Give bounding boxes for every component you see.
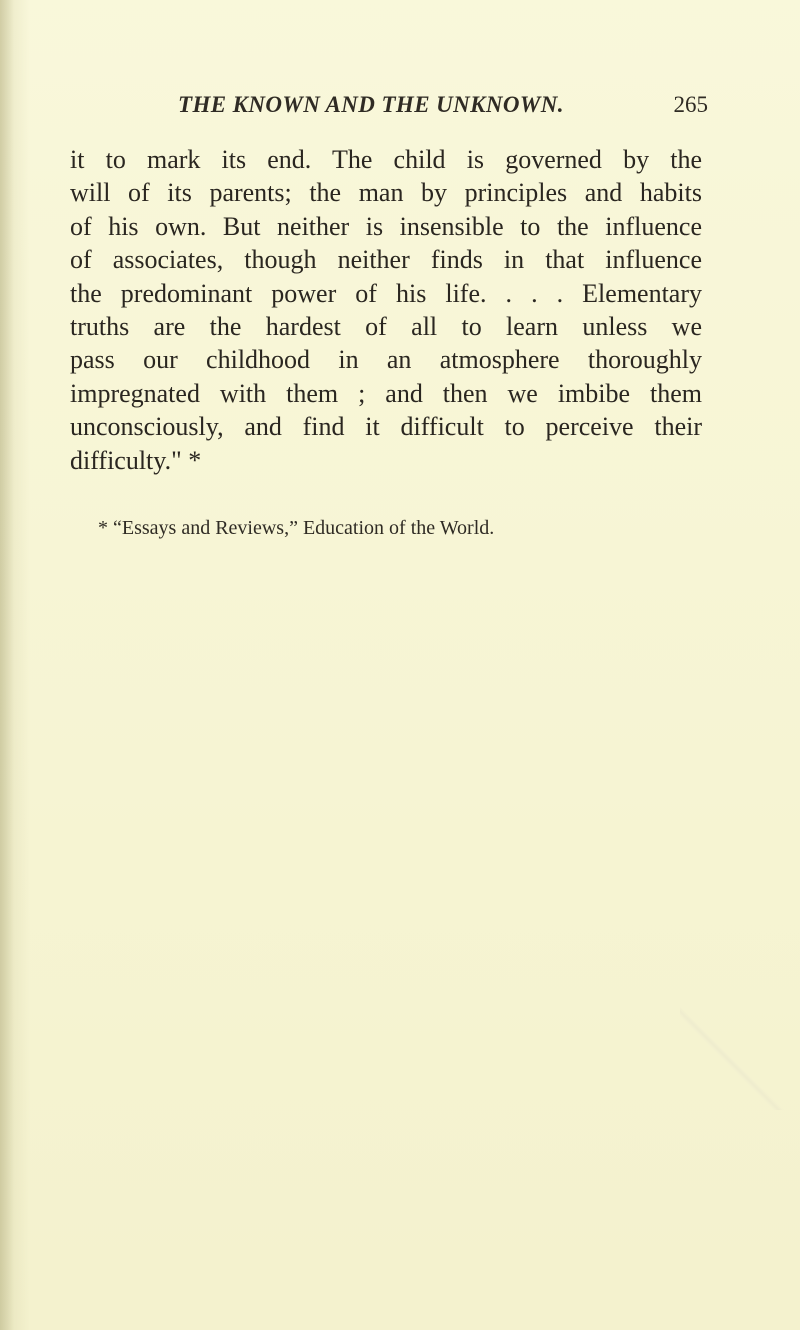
page-gutter-shadow: [0, 0, 14, 1330]
text-line: impregnated with them ; and then we imbibe them: [70, 378, 702, 408]
footnote: * “Essays and Reviews,” Education of the World.: [98, 517, 495, 539]
paper-crease: [680, 970, 800, 1110]
text-line: difficulty." *: [70, 445, 202, 475]
text-line: pass our childhood in an atmosphere thoroughly: [70, 345, 702, 375]
body-paragraph: [70, 143, 702, 477]
text-line: of his own. But neither is insensible to the influence: [70, 211, 702, 241]
page-number: 265: [673, 92, 708, 117]
text-line: unconsciously, and find it difficult to perceive their: [70, 412, 702, 442]
running-head: [178, 92, 708, 126]
text-line: will of its parents; the man by principles and habits: [70, 178, 702, 208]
text-line: truths are the hardest of all to learn unless we: [70, 311, 702, 341]
text-line: of associates, though neither finds in that influence: [70, 245, 702, 275]
running-title: THE KNOWN AND THE UNKNOWN.: [178, 92, 564, 117]
text-line: it to mark its end. The child is governed by the: [70, 145, 702, 174]
text-line: the predominant power of his life. . . . Elementary: [70, 278, 702, 308]
